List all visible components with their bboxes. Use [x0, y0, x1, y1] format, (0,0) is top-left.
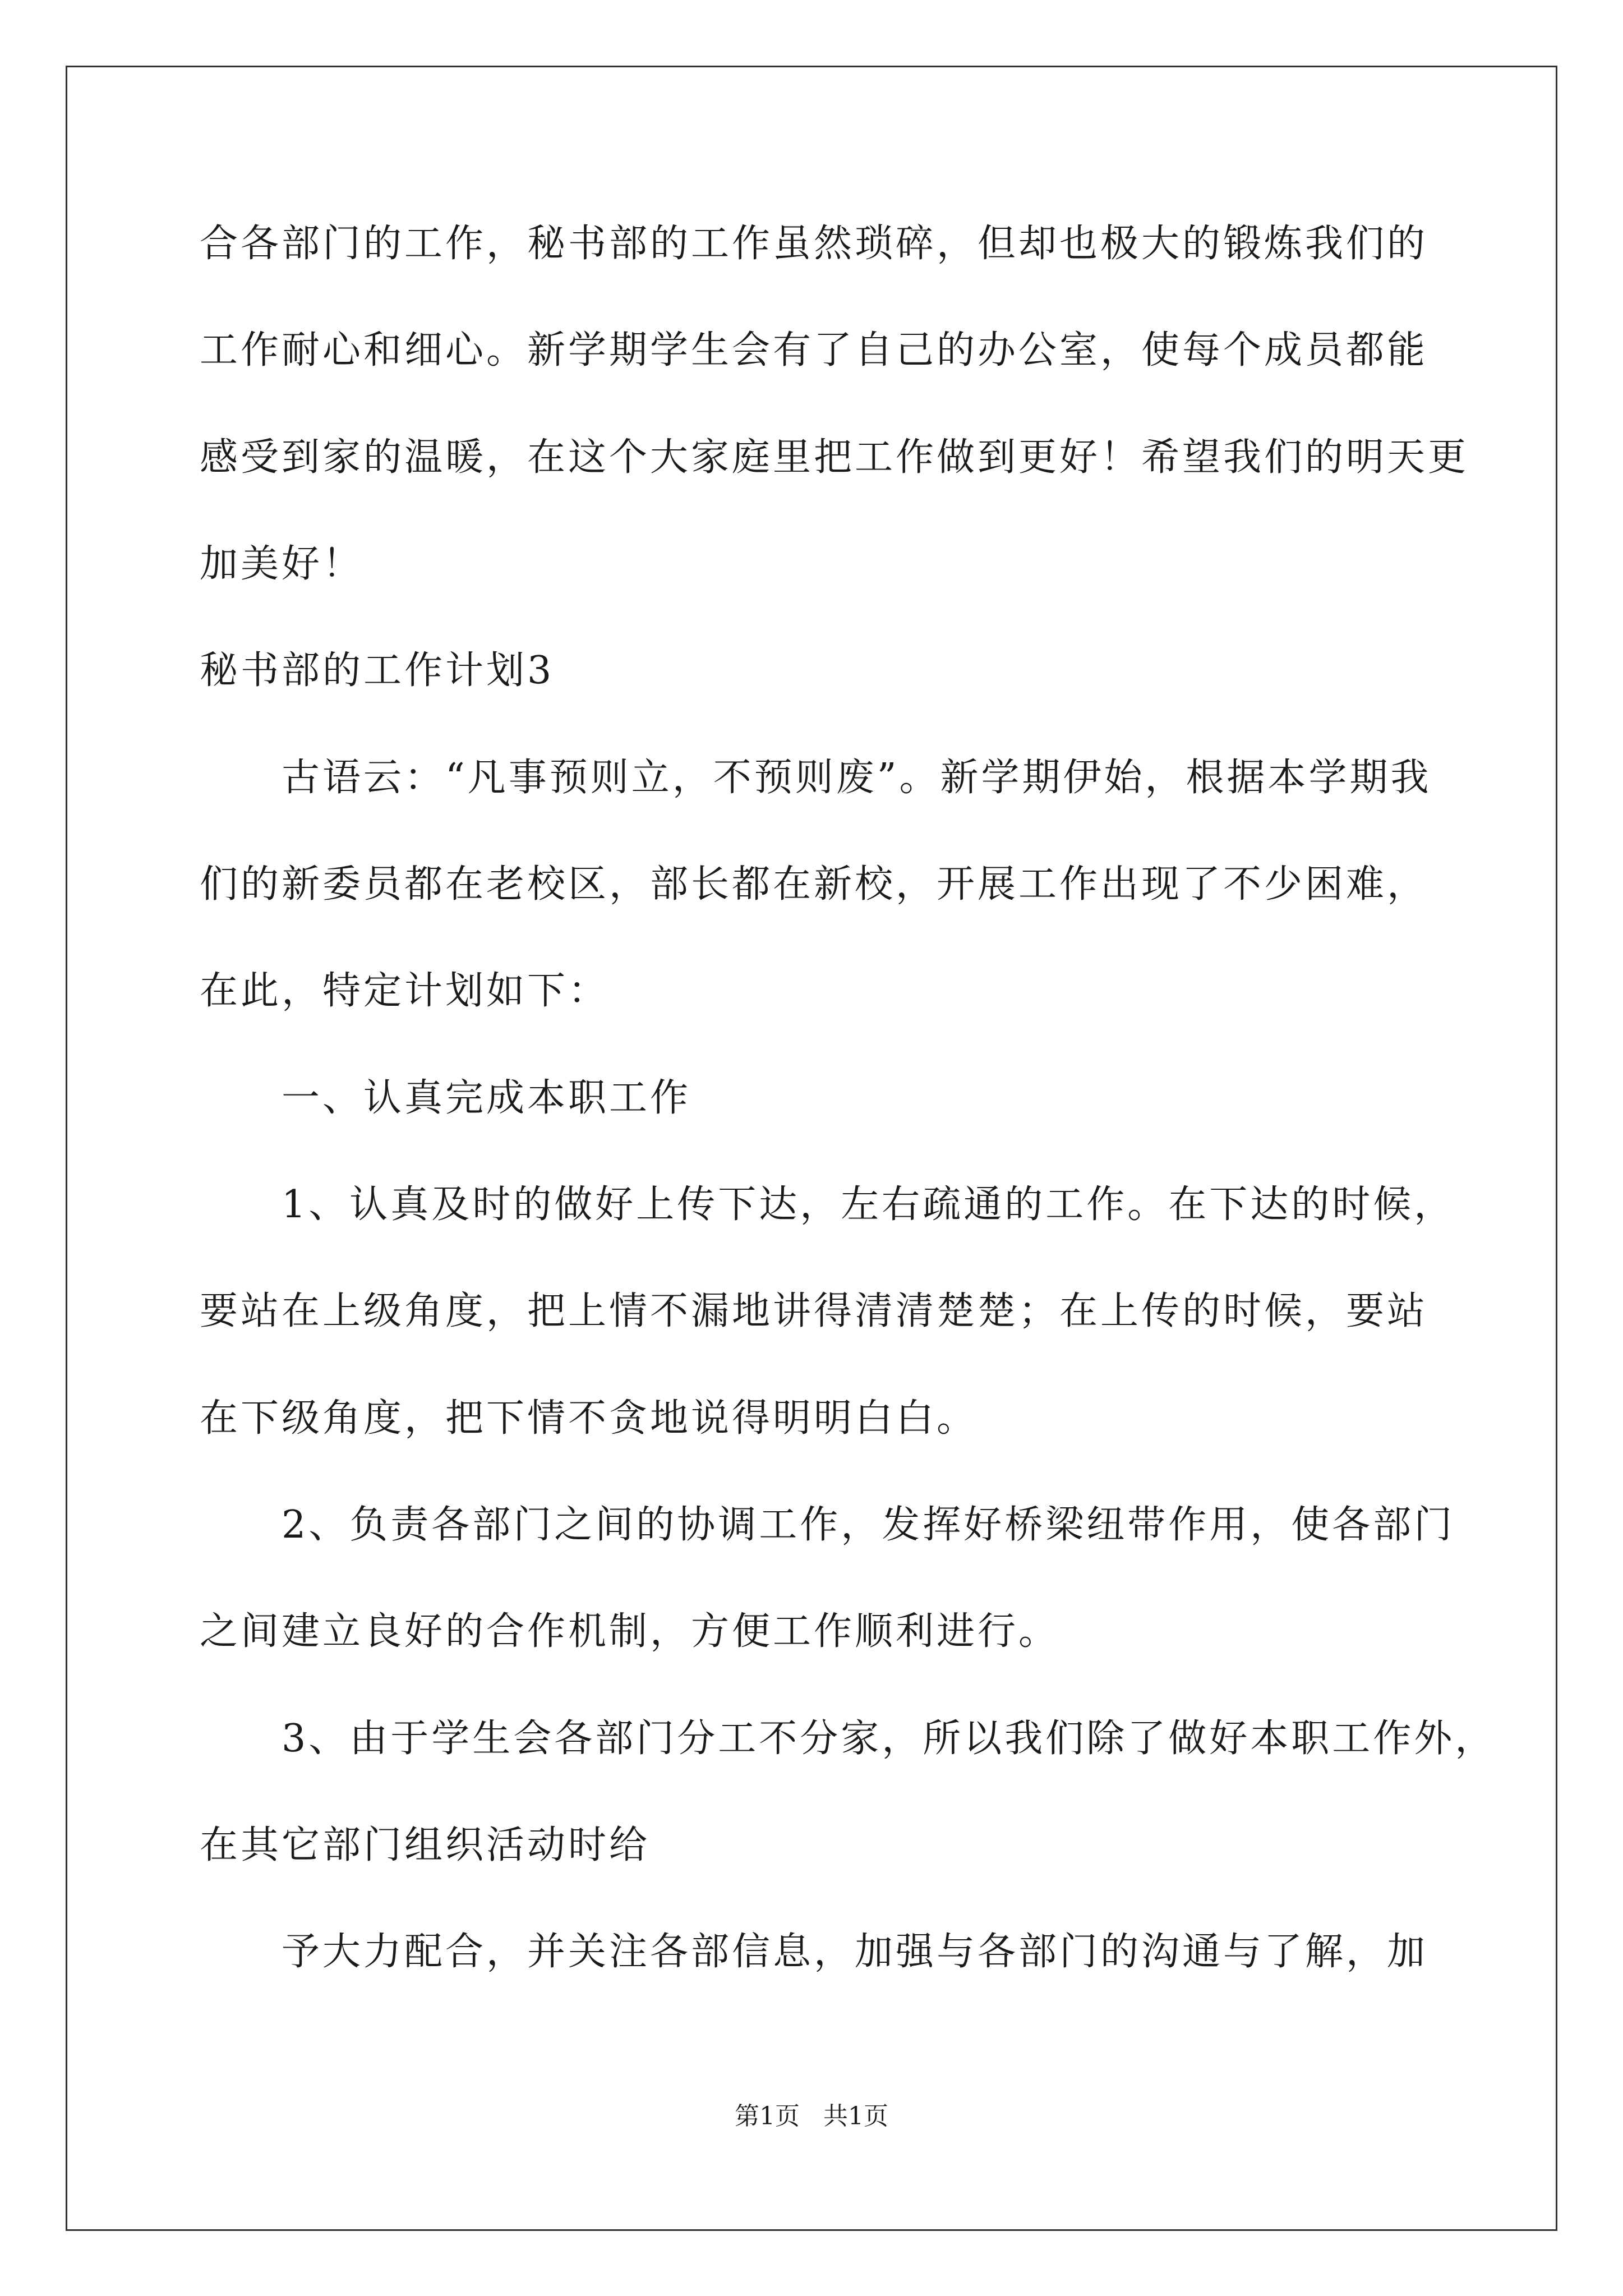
- paragraph-line: 要站在上级角度，把上情不漏地讲得清清楚楚；在上传的时候，要站: [200, 1289, 1428, 1333]
- page-border: [66, 66, 1557, 2231]
- section-heading: 秘书部的工作计划3: [200, 648, 555, 693]
- paragraph-line: 在此，特定计划如下：: [200, 969, 610, 1013]
- paragraph-line: 在其它部门组织活动时给: [200, 1823, 651, 1867]
- paragraph-line: 合各部门的工作，秘书部的工作虽然琐碎，但却也极大的锻炼我们的: [200, 222, 1428, 266]
- paragraph-line: 们的新委员都在老校区，部长都在新校，开展工作出现了不少困难，: [200, 862, 1428, 907]
- paragraph-line: 加美好！: [200, 542, 364, 586]
- page-number-footer: 第1页 共1页: [735, 2102, 888, 2131]
- paragraph-line: 感受到家的温暖，在这个大家庭里把工作做到更好！希望我们的明天更: [200, 435, 1469, 480]
- paragraph-line: 予大力配合，并关注各部信息，加强与各部门的沟通与了解，加: [282, 1930, 1428, 1974]
- paragraph-line: 在下级角度，把下情不贪地说得明明白白。: [200, 1396, 978, 1441]
- paragraph-line: 2、负责各部门之间的协调工作，发挥好桥梁纽带作用，使各部门: [282, 1503, 1455, 1547]
- paragraph-line: 1、认真及时的做好上传下达，左右疏通的工作。在下达的时候，: [282, 1182, 1455, 1227]
- paragraph-line: 工作耐心和细心。新学期学生会有了自己的办公室，使每个成员都能: [200, 328, 1428, 372]
- subheading: 一、认真完成本职工作: [282, 1076, 691, 1120]
- paragraph-line: 古语云：“凡事预则立，不预则废”。新学期伊始，根据本学期我: [282, 756, 1432, 800]
- paragraph-line: 之间建立良好的合作机制，方便工作顺利进行。: [200, 1609, 1060, 1654]
- paragraph-line: 3、由于学生会各部门分工不分家，所以我们除了做好本职工作外，: [282, 1717, 1496, 1761]
